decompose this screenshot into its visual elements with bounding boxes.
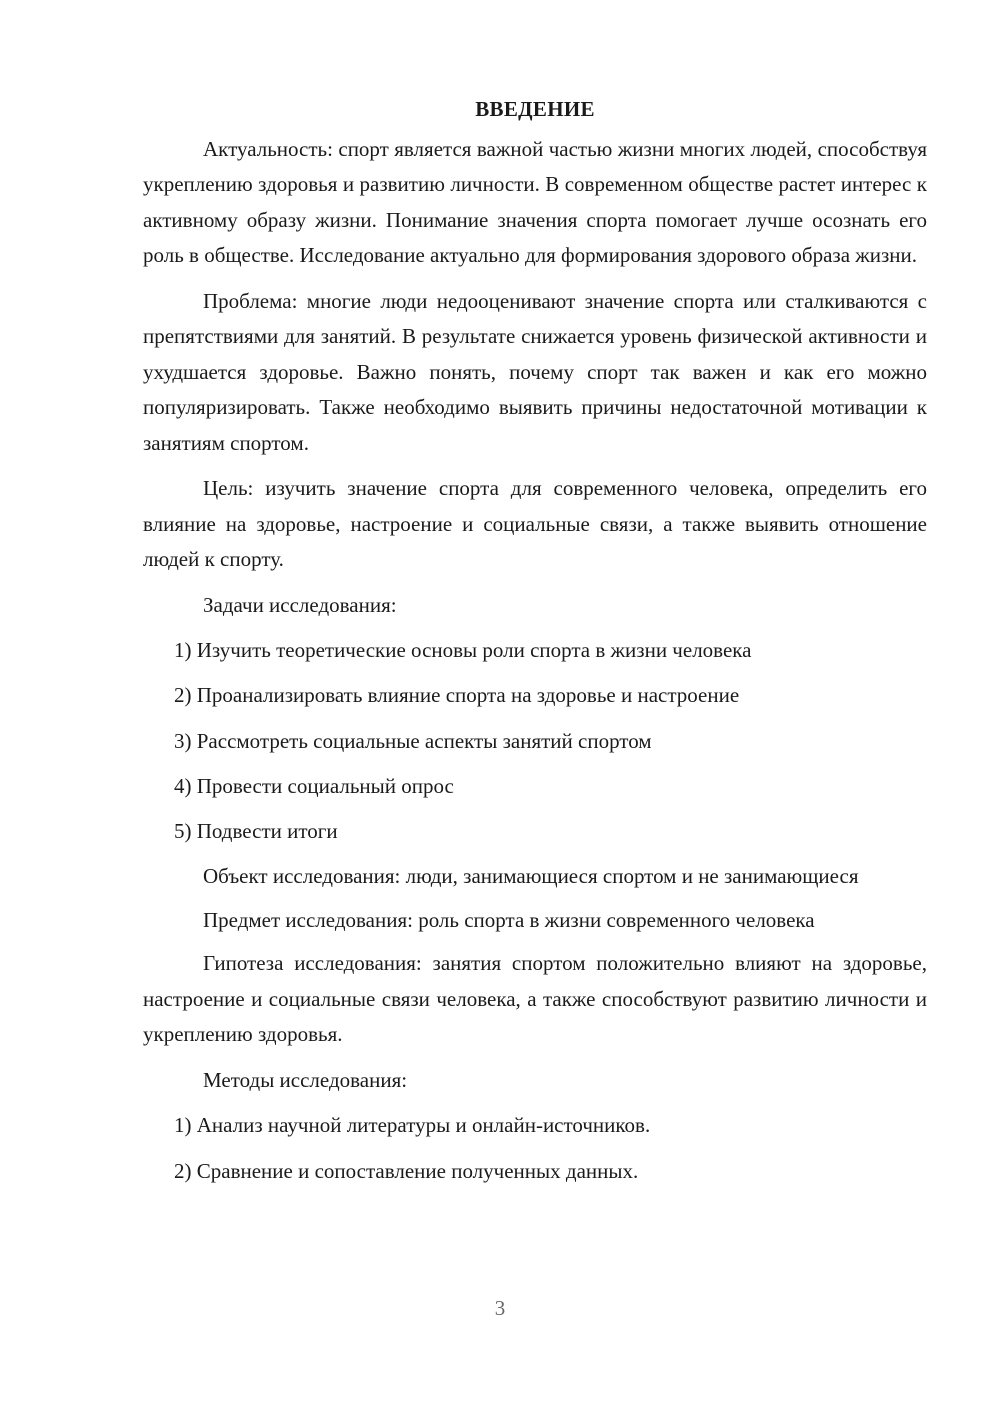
list-item: 2) Проанализировать влияние спорта на здоровье и настроение	[174, 683, 740, 708]
page-title: ВВЕДЕНИЕ	[475, 97, 595, 121]
tasks-heading: Задачи исследования:	[203, 592, 397, 617]
problem-paragraph: Проблема: многие люди недооценивают значение спорта или сталкиваются с препятствиями для занятий. В результате снижается уровень физической активности и ухудшается здоровье. Важно понять, почему спорт так важен и как его можно популяризировать. Также необходимо выявить причины недостаточной мотивации к занятиям спортом.	[143, 288, 927, 455]
document-page	[143, 92, 927, 1199]
subject-paragraph: Предмет исследования: роль спорта в жизни современного человека	[203, 907, 815, 932]
list-item: 1) Изучить теоретические основы роли спорта в жизни человека	[174, 638, 752, 662]
tasks-list	[143, 633, 927, 850]
object-paragraph: Объект исследования: люди, занимающиеся спортом и не занимающиеся	[203, 864, 859, 889]
list-item: 5) Подвести итоги	[174, 819, 338, 844]
list-item: 3) Рассмотреть социальные аспекты занятий спортом	[174, 728, 652, 753]
methods-list	[143, 1108, 927, 1189]
list-item: 4) Провести социальный опрос	[174, 773, 454, 798]
page-number: 3	[494, 1296, 506, 1320]
methods-heading: Методы исследования:	[203, 1067, 408, 1092]
hypothesis-paragraph: Гипотеза исследования: занятия спортом положительно влияют на здоровье, настроение и социальные связи человека, а также способствуют развитию личности и укреплению здоровья.	[143, 951, 927, 1047]
goal-paragraph: Цель: изучить значение спорта для современного человека, определить его влияние на здоровье, настроение и социальные связи, а также выявить отношение людей к спорту.	[143, 476, 927, 571]
list-item: 1) Анализ научной литературы и онлайн-источников.	[174, 1113, 651, 1138]
list-item: 2) Сравнение и сопоставление полученных данных.	[174, 1158, 639, 1183]
relevance-paragraph: Актуальность: спорт является важной частью жизни многих людей, способствуя укреплению здоровья и развитию личности. В современном обществе растет интерес к активному образу жизни. Понимание значения спорта помогает лучше осознать его роль в обществе. Исследование актуально для формирования здорового образа жизни.	[143, 136, 927, 267]
